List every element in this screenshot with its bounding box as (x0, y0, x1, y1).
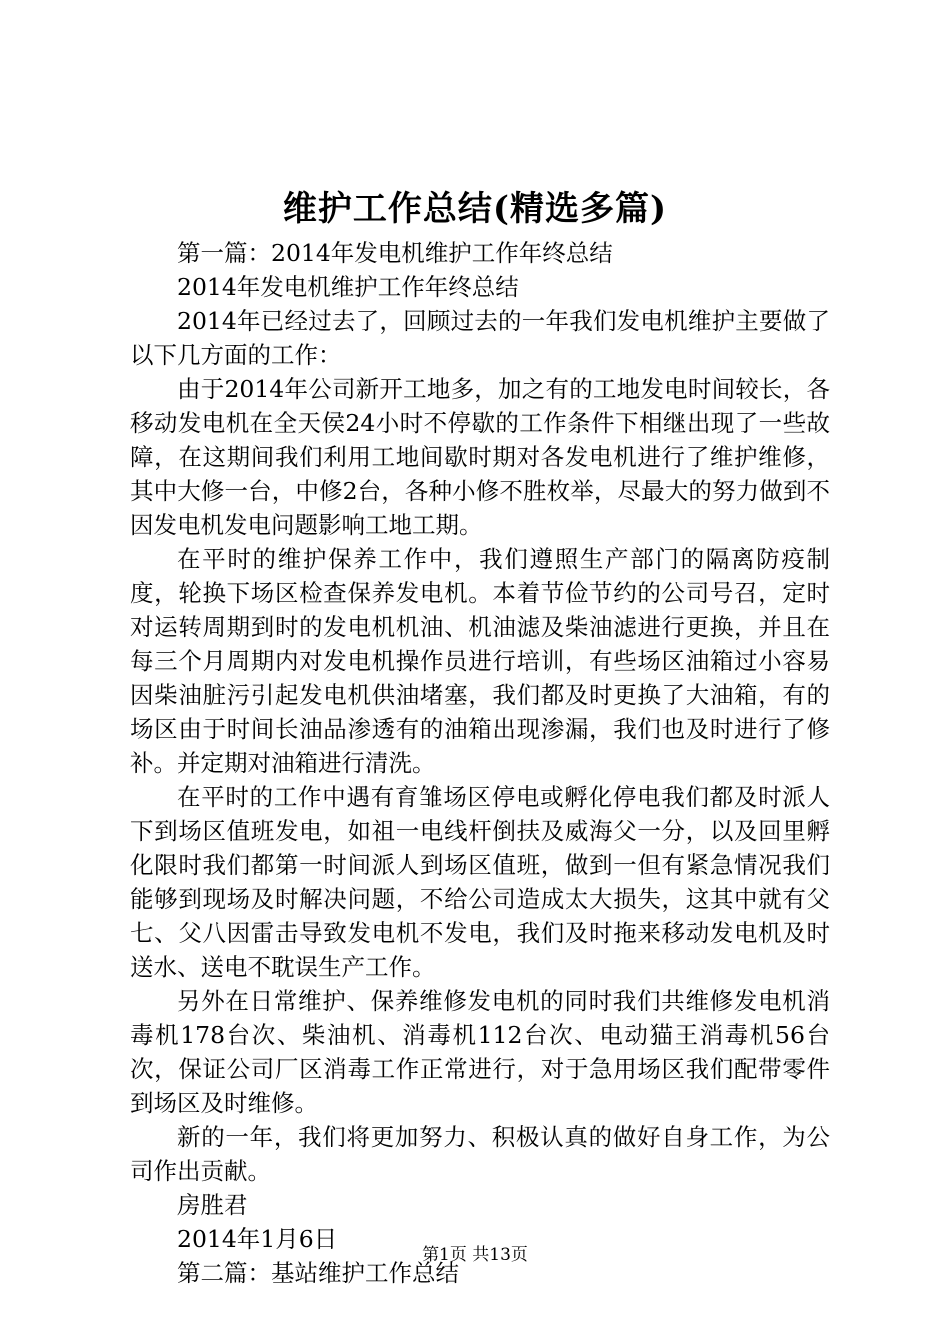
paragraph-intro: 2014年已经过去了，回顾过去的一年我们发电机维护主要做了以下几方面的工作： (130, 307, 830, 369)
paragraph-author: 房胜君 (177, 1191, 248, 1219)
paragraph-date: 2014年1月6日 (177, 1225, 338, 1253)
paragraph-maintenance-repairs: 由于2014年公司新开工地多，加之有的工地发电时间较长，各移动发电机在全天侯24小时不停歇的工作条件下相继出现了一些故障，在这期间我们利用工地间歇时期对各发电机进行了维护维修，其中大修一台，中修2台，各种小修不胜枚举，尽最大的努力做到不因发电机发电问题影响工地工期。 (130, 375, 830, 539)
paragraph-emergency-duty: 在平时的工作中遇有育雏场区停电或孵化停电我们都及时派人下到场区值班发电，如祖一电线杆倒扶及威海父一分，以及回里孵化限时我们都第一时间派人到场区值班，做到一但有紧急情况我们能够到现场及时解决问题，不给公司造成太大损失，这其中就有父七、父八因雷击导致发电机不发电，我们及时拖来移动发电机及时送水、送电不耽误生产工作。 (130, 783, 830, 981)
paragraph-routine-upkeep: 在平时的维护保养工作中，我们遵照生产部门的隔离防疫制度，轮换下场区检查保养发电机。本着节俭节约的公司号召，定时对运转周期到时的发电机机油、机油滤及柴油滤进行更换，并且在每三个月周期内对发电机操作员进行培训，有些场区油箱过小容易因柴油脏污引起发电机供油堵塞，我们都及时更换了大油箱，有的场区由于时间长油品渗透有的油箱出现渗漏，我们也及时进行了修补。并定期对油箱进行清洗。 (130, 545, 830, 777)
paragraph-new-year: 新的一年，我们将更加努力、积极认真的做好自身工作，为公司作出贡献。 (130, 1123, 830, 1185)
page-number-footer: 第1页 共13页 (422, 1245, 528, 1265)
paragraph-section-1-heading: 第一篇：2014年发电机维护工作年终总结 (177, 239, 613, 267)
document-body (130, 236, 830, 1290)
document-title: 维护工作总结(精选多篇) (282, 189, 668, 229)
paragraph-disinfection-machines: 另外在日常维护、保养维修发电机的同时我们共维修发电机消毒机178台次、柴油机、消毒机112台次、电动猫王消毒机56台次，保证公司厂区消毒工作正常进行，对于急用场区我们配带零件到场区及时维修。 (130, 987, 830, 1117)
paragraph-section-2-heading: 第二篇：基站维护工作总结 (177, 1259, 459, 1287)
paragraph-subtitle: 2014年发电机维护工作年终总结 (177, 273, 519, 301)
